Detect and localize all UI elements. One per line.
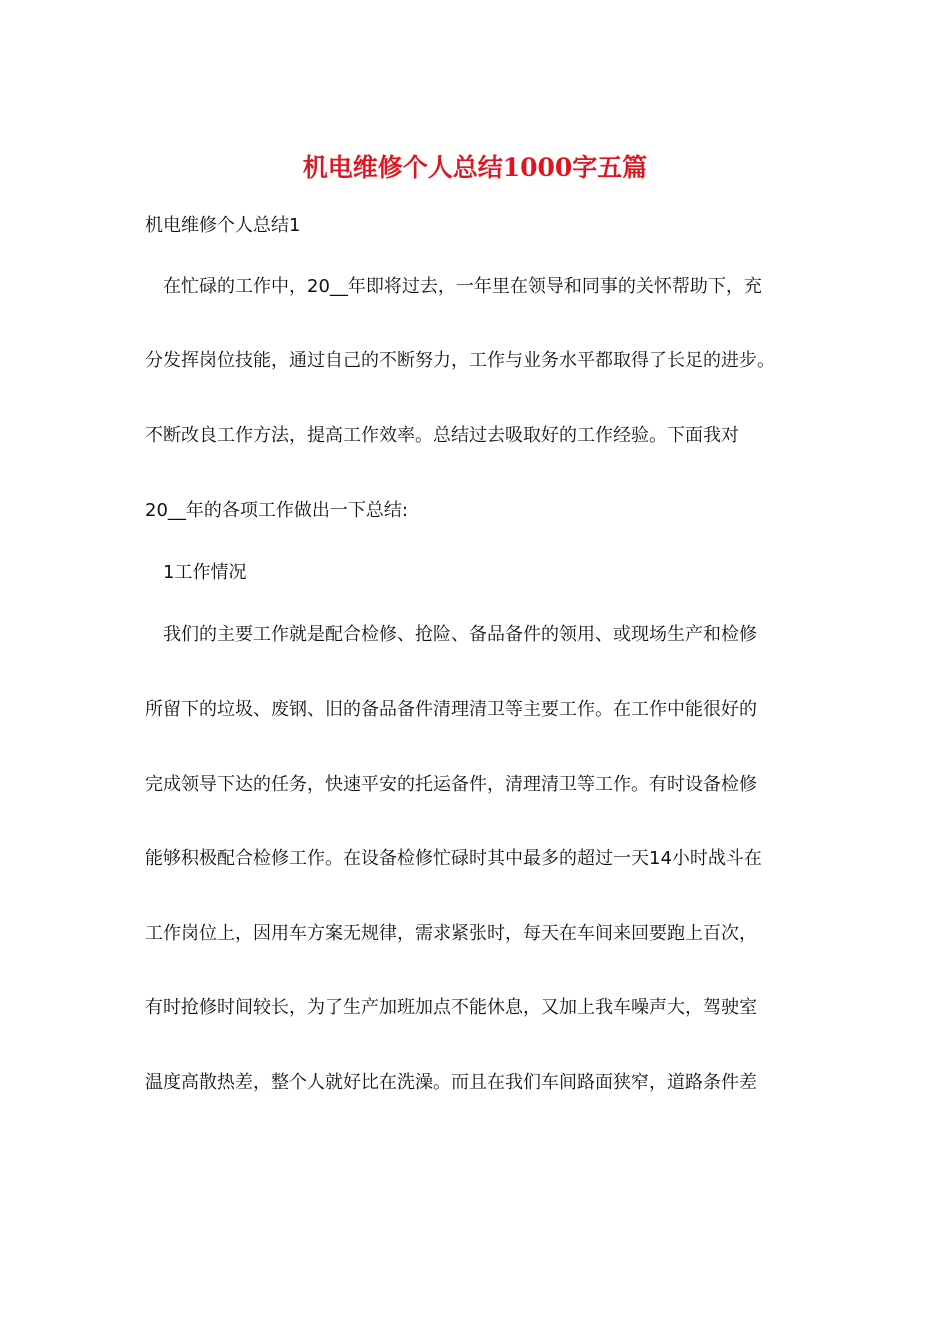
document-title: 机电维修个人总结1000字五篇: [302, 153, 648, 182]
paragraph-line: 工作岗位上，因用车方案无规律，需求紧张时，每天在车间来回要跑上百次，: [145, 923, 757, 944]
paragraph-line: 20__年的各项工作做出一下总结:: [145, 500, 408, 521]
paragraph-line: 分发挥岗位技能，通过自己的不断努力，工作与业务水平都取得了长足的进步。: [145, 350, 775, 371]
paragraph-line: 不断改良工作方法，提高工作效率。总结过去吸取好的工作经验。下面我对: [145, 425, 739, 446]
paragraph-line: 完成领导下达的任务，快速平安的托运备件，清理清卫等工作。有时设备检修: [145, 774, 757, 795]
paragraph-line: 所留下的垃圾、废钢、旧的备品备件清理清卫等主要工作。在工作中能很好的: [145, 699, 757, 720]
paragraph-line: 我们的主要工作就是配合检修、抢险、备品备件的领用、或现场生产和检修: [163, 624, 757, 645]
subsection-heading: 1工作情况: [163, 562, 247, 583]
section-heading: 机电维修个人总结1: [145, 215, 301, 236]
paragraph-line: 有时抢修时间较长，为了生产加班加点不能休息，又加上我车噪声大，驾驶室: [145, 997, 757, 1018]
paragraph-line: 温度高散热差，整个人就好比在洗澡。而且在我们车间路面狭窄，道路条件差: [145, 1072, 757, 1093]
paragraph-line: 能够积极配合检修工作。在设备检修忙碌时其中最多的超过一天14小时战斗在: [145, 848, 762, 869]
paragraph-line: 在忙碌的工作中，20__年即将过去，一年里在领导和同事的关怀帮助下，充: [163, 276, 762, 297]
